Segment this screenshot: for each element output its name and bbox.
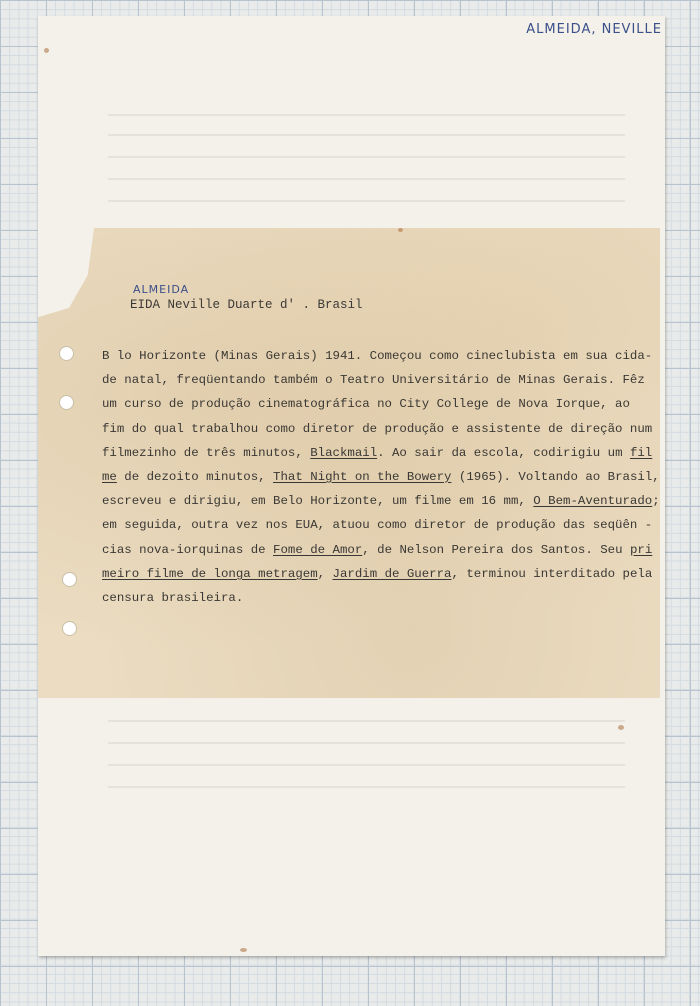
text-segment: (1965). Voltando ao Brasil, [451,470,660,485]
underlined-title: Fome de Amor [273,542,363,557]
text-segment: em seguida, outra vez nos EUA, atuou como diretor de produção das seqüên - [102,518,653,533]
text-segment: censura brasileira. [102,591,244,606]
text-segment: um curso de produção cinematográfica no City College de Nova Iorque, ao [102,397,630,412]
text-segment: escreveu e dirigiu, em Belo Horizonte, um filme em 16 mm, [102,494,534,509]
underlined-title: Jardim de Guerra [332,566,452,581]
punch-hole [59,395,74,410]
underlined-title: fil [629,445,653,460]
text-segment: . Ao sair da escola, codirigiu um [377,445,630,460]
underlined-title: Blackmail [310,445,378,460]
text-segment: ; [652,494,660,509]
text-line [102,392,642,416]
stain [398,228,403,232]
punch-hole [59,346,74,361]
entry-heading: EIDA Neville Duarte d' . Brasil [130,298,363,312]
underlined-title: meiro filme de longa metragem [102,566,318,581]
text-line [102,417,653,441]
stain [618,725,624,730]
punch-hole [62,621,77,636]
text-segment: , [317,566,333,581]
text-segment: , terminou interditado pela [451,566,653,581]
text-line [102,441,653,465]
handwritten-correction: ALMEIDA [133,283,190,296]
folder-label: ALMEIDA, NEVILLE [526,22,662,37]
underlined-title: me [102,470,117,485]
underlined-title: O Bem-Aventurado [533,494,653,509]
text-line [102,489,660,513]
text-line [102,465,660,489]
text-segment: de dezoito minutos, [116,470,274,485]
text-segment: fim do qual trabalhou como diretor de produção e assistente de direção num [102,421,653,436]
text-segment: , de Nelson Pereira dos Santos. Seu [362,542,630,557]
text-line [102,586,642,610]
text-line [102,538,653,562]
text-segment: de natal, freqüentando também o Teatro Universitário de Minas Gerais. Fêz [102,373,645,388]
biography-text [102,344,660,610]
text-line [102,562,653,586]
underlined-title: pri [629,542,653,557]
underlined-title: That Night on the Bowery [273,470,452,485]
stain [240,948,247,952]
punch-hole [62,572,77,587]
text-segment: B lo Horizonte (Minas Gerais) 1941. Começou como cineclubista em sua cida- [102,349,653,363]
text-line [102,368,645,392]
text-line [102,513,653,537]
stain [44,48,49,53]
text-line [102,344,653,368]
text-segment: filmezinho de três minutos, [102,445,311,460]
text-segment: cias nova-iorquinas de [102,542,274,557]
